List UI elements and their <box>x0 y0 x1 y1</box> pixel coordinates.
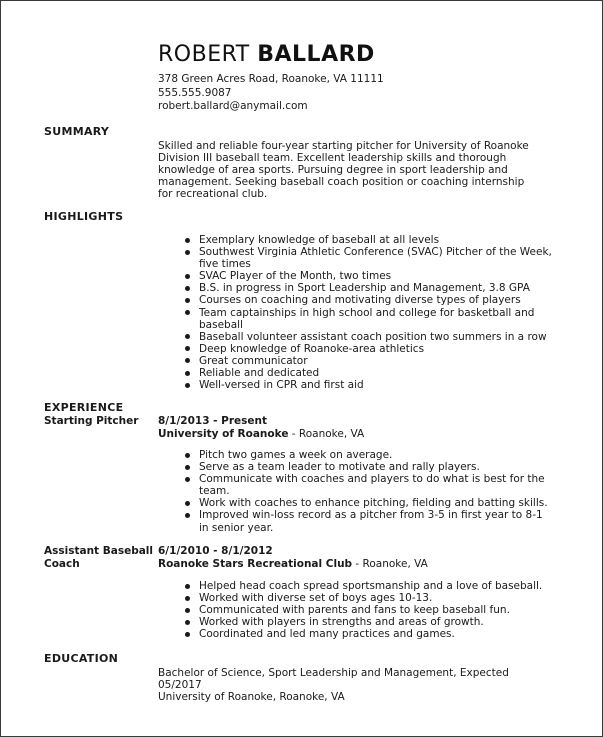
address: 378 Green Acres Road, Roanoke, VA 11111 <box>158 73 384 85</box>
highlights-heading: HIGHLIGHTS <box>44 210 124 223</box>
job-bullet: Worked with diverse set of boys ages 10-13. <box>184 592 554 604</box>
highlight-item: Great communicator <box>184 355 554 367</box>
highlights-list <box>184 234 554 391</box>
job-dates: 8/1/2013 - Present <box>158 415 268 427</box>
highlight-item: SVAC Player of the Month, two times <box>184 270 554 282</box>
highlight-item: Baseball volunteer assistant coach position two summers in a row <box>184 331 554 343</box>
highlight-item: Reliable and dedicated <box>184 367 554 379</box>
job-meta <box>158 415 364 440</box>
first-name: ROBERT <box>158 42 250 67</box>
highlight-item: B.S. in progress in Sport Leadership and Management, 3.8 GPA <box>184 282 554 294</box>
job-location: - Roanoke, VA <box>288 427 365 440</box>
job-bullets <box>184 449 554 534</box>
job-title: Assistant Baseball Coach <box>44 545 153 570</box>
last-name: BALLARD <box>257 42 375 67</box>
degree: Bachelor of Science, Sport Leadership and Management, Expected 05/2017 <box>158 667 509 692</box>
highlight-item: Deep knowledge of Roanoke-area athletics <box>184 343 554 355</box>
summary-text: Skilled and reliable four-year starting pitcher for University of Roanoke Division III baseball team. Excellent leadership skills and thorough knowledge of area sports. Pursuing degree in sport leadership and management. Seeking baseball coach position or coaching internship for recreational club. <box>158 140 529 201</box>
contact-block <box>158 73 384 114</box>
job-bullet: Serve as a team leader to motivate and rally players. <box>184 461 554 473</box>
highlight-item: Well-versed in CPR and first aid <box>184 379 554 391</box>
job-bullet: Coordinated and led many practices and games. <box>184 628 554 640</box>
job-dates: 6/1/2010 - 8/1/2012 <box>158 545 273 557</box>
summary-heading: SUMMARY <box>44 125 110 138</box>
job-meta <box>158 545 428 570</box>
experience-heading: EXPERIENCE <box>44 401 124 414</box>
job-bullet: Helped head coach spread sportsmanship and a love of baseball. <box>184 580 554 592</box>
job-bullet: Work with coaches to enhance pitching, fielding and batting skills. <box>184 497 554 509</box>
highlight-item: Team captainships in high school and college for basketball and baseball <box>184 307 554 331</box>
job-employer-line <box>158 558 428 571</box>
job-title: Starting Pitcher <box>44 415 139 427</box>
job-bullet: Worked with players in strengths and areas of growth. <box>184 616 554 628</box>
job-bullets <box>184 580 554 640</box>
highlight-item: Courses on coaching and motivating diverse types of players <box>184 294 554 306</box>
job-employer-line <box>158 428 364 441</box>
job-bullet: Improved win-loss record as a pitcher from 3-5 in first year to 8-1 in senior year. <box>184 509 554 533</box>
job-employer: University of Roanoke <box>158 427 289 440</box>
highlight-item: Southwest Virginia Athletic Conference (SVAC) Pitcher of the Week, five times <box>184 246 554 270</box>
phone: 555.555.9087 <box>158 86 232 99</box>
education-block <box>158 667 528 703</box>
candidate-name <box>158 42 375 67</box>
highlight-item: Exemplary knowledge of baseball at all levels <box>184 234 554 246</box>
education-heading: EDUCATION <box>44 652 119 665</box>
job-bullet: Communicated with parents and fans to keep baseball fun. <box>184 604 554 616</box>
job-location: - Roanoke, VA <box>352 557 428 570</box>
job-employer: Roanoke Stars Recreational Club <box>158 557 353 570</box>
email: robert.ballard@anymail.com <box>158 100 308 112</box>
job-bullet: Communicate with coaches and players to do what is best for the team. <box>184 473 554 497</box>
school: University of Roanoke, Roanoke, VA <box>158 691 345 704</box>
job-bullet: Pitch two games a week on average. <box>184 449 554 461</box>
